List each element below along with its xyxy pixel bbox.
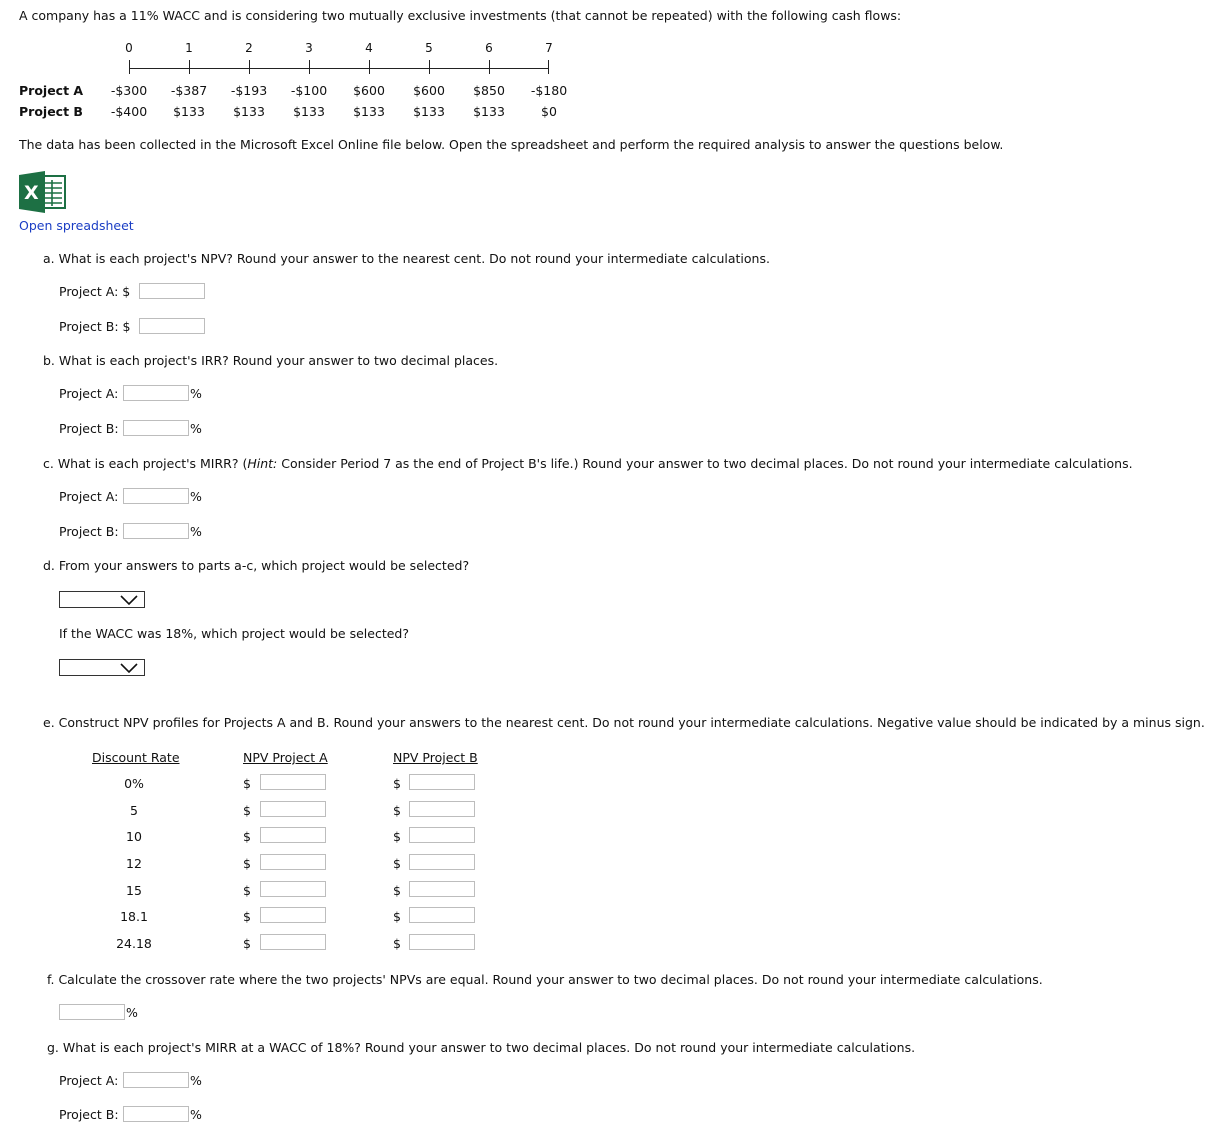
currency-symbol: $: [393, 803, 401, 818]
npv-a-profile-input[interactable]: [260, 881, 326, 897]
period-label: 3: [305, 41, 313, 55]
percent-unit: %: [190, 386, 202, 401]
cash-flow-b: $133: [173, 104, 205, 119]
chevron-down-icon: [120, 595, 138, 605]
cash-flow-a: $600: [353, 83, 385, 98]
open-spreadsheet-link[interactable]: Open spreadsheet: [19, 218, 134, 233]
currency-symbol: $: [393, 856, 401, 871]
timeline-tick: [129, 60, 130, 74]
period-label: 0: [125, 41, 133, 55]
mirr18-b-input[interactable]: [123, 1106, 189, 1122]
percent-unit: %: [190, 524, 202, 539]
crossover-rate-input[interactable]: [59, 1004, 125, 1020]
npv-a-profile-input[interactable]: [260, 801, 326, 817]
currency-symbol: $: [243, 883, 251, 898]
project-select-wacc18-dropdown[interactable]: [59, 659, 145, 676]
cash-flow-a: -$100: [290, 83, 328, 98]
percent-unit: %: [190, 421, 202, 436]
question-a-text: a. What is each project's NPV? Round your answer to the nearest cent. Do not round your intermediate calculations.: [43, 251, 770, 266]
question-c-text: [43, 456, 1133, 471]
project-a-label: Project A: [19, 83, 84, 98]
cash-flow-a: -$180: [530, 83, 568, 98]
timeline-tick: [429, 60, 430, 74]
mirr-b-label: Project B:: [59, 524, 119, 539]
irr-b-label: Project B:: [59, 421, 119, 436]
percent-unit: %: [190, 1073, 202, 1088]
cash-flow-b: $133: [413, 104, 445, 119]
npv-a-profile-input[interactable]: [260, 827, 326, 843]
cash-flow-b: $0: [541, 104, 557, 119]
period-label: 6: [485, 41, 493, 55]
cash-flow-a: $850: [473, 83, 505, 98]
mirr18-a-label: Project A:: [59, 1073, 119, 1088]
irr-a-input[interactable]: [123, 385, 189, 401]
mirr-a-label: Project A:: [59, 489, 119, 504]
currency-symbol: $: [243, 856, 251, 871]
discount-rate-cell: 0%: [124, 776, 144, 791]
npv-b-profile-input[interactable]: [409, 854, 475, 870]
currency-symbol: $: [393, 909, 401, 924]
cash-flow-b: $133: [353, 104, 385, 119]
percent-unit: %: [190, 1107, 202, 1122]
period-label: 5: [425, 41, 433, 55]
currency-symbol: $: [393, 936, 401, 951]
discount-rate-cell: 5: [130, 803, 138, 818]
cash-flow-b: $133: [233, 104, 265, 119]
npv-b-profile-input[interactable]: [409, 881, 475, 897]
period-label: 4: [365, 41, 373, 55]
currency-symbol: $: [243, 829, 251, 844]
currency-symbol: $: [393, 883, 401, 898]
discount-rate-cell: 18.1: [120, 909, 148, 924]
discount-rate-cell: 24.18: [116, 936, 152, 951]
discount-rate-header: Discount Rate: [92, 750, 180, 765]
irr-b-input[interactable]: [123, 420, 189, 436]
npv-b-profile-input[interactable]: [409, 774, 475, 790]
cash-flow-a: -$193: [230, 83, 268, 98]
npv-a-input[interactable]: [139, 283, 205, 299]
svg-text:X: X: [24, 182, 39, 204]
data-note: The data has been collected in the Microsoft Excel Online file below. Open the spreadsheet and perform the required analysis to answer the questions below.: [19, 137, 1004, 152]
timeline-tick: [189, 60, 190, 74]
mirr-b-input[interactable]: [123, 523, 189, 539]
npv-b-header: NPV Project B: [393, 750, 478, 765]
period-label: 2: [245, 41, 253, 55]
period-label: 1: [185, 41, 193, 55]
currency-symbol: $: [243, 803, 251, 818]
npv-b-input[interactable]: [139, 318, 205, 334]
cash-flow-a: $600: [413, 83, 445, 98]
mirr18-b-label: Project B:: [59, 1107, 119, 1122]
npv-b-profile-input[interactable]: [409, 907, 475, 923]
npv-a-profile-input[interactable]: [260, 907, 326, 923]
mirr-a-input[interactable]: [123, 488, 189, 504]
currency-symbol: $: [243, 909, 251, 924]
npv-b-profile-input[interactable]: [409, 801, 475, 817]
cash-flow-a: -$300: [110, 83, 148, 98]
question-e-text: e. Construct NPV profiles for Projects A and B. Round your answers to the nearest cent. Do not round your intermediate calculations. Negative value should be indicated by a minus sign.: [43, 715, 1205, 730]
question-b-text: b. What is each project's IRR? Round your answer to two decimal places.: [43, 353, 499, 368]
timeline-tick: [548, 60, 549, 74]
percent-unit: %: [190, 489, 202, 504]
currency-symbol: $: [393, 776, 401, 791]
npv-a-profile-input[interactable]: [260, 934, 326, 950]
irr-a-label: Project A:: [59, 386, 119, 401]
cash-flow-b: $133: [293, 104, 325, 119]
hint-label: Hint:: [247, 456, 278, 471]
question-c-rest: Consider Period 7 as the end of Project B's life.) Round your answer to two decimal places. Do not round your intermediate calculations.: [277, 456, 1133, 471]
timeline-tick: [309, 60, 310, 74]
timeline-tick: [489, 60, 490, 74]
period-label: 7: [545, 41, 553, 55]
timeline-axis: [129, 68, 549, 69]
cash-flow-a: -$387: [170, 83, 208, 98]
currency-symbol: $: [243, 776, 251, 791]
npv-b-profile-input[interactable]: [409, 827, 475, 843]
cash-flow-b: $133: [473, 104, 505, 119]
currency-symbol: $: [243, 936, 251, 951]
timeline-tick: [249, 60, 250, 74]
question-g-text: g. What is each project's MIRR at a WACC of 18%? Round your answer to two decimal places. Do not round your intermediate calculations.: [47, 1040, 916, 1055]
question-d-text: d. From your answers to parts a-c, which project would be selected?: [43, 558, 470, 573]
currency-symbol: $: [393, 829, 401, 844]
npv-a-profile-input[interactable]: [260, 854, 326, 870]
npv-a-header: NPV Project A: [243, 750, 328, 765]
discount-rate-cell: 10: [126, 829, 142, 844]
question-d-wacc18-text: If the WACC was 18%, which project would be selected?: [59, 626, 409, 641]
question-c-prefix: c. What is each project's MIRR? (: [43, 456, 248, 471]
percent-unit: %: [126, 1005, 138, 1020]
npv-b-profile-input[interactable]: [409, 934, 475, 950]
npv-a-profile-input[interactable]: [260, 774, 326, 790]
question-f-text: f. Calculate the crossover rate where the two projects' NPVs are equal. Round your answer to two decimal places. Do not round your intermediate calculations.: [47, 972, 1043, 987]
discount-rate-cell: 15: [126, 883, 142, 898]
intro-text: A company has a 11% WACC and is considering two mutually exclusive investments (that cannot be repeated) with the following cash flows:: [19, 8, 902, 23]
mirr18-a-input[interactable]: [123, 1072, 189, 1088]
project-b-label: Project B: [19, 104, 83, 119]
cash-flow-b: -$400: [110, 104, 148, 119]
project-select-dropdown[interactable]: [59, 591, 145, 608]
excel-icon[interactable]: [19, 171, 67, 213]
timeline-tick: [369, 60, 370, 74]
npv-b-label: Project B: $: [59, 319, 131, 334]
npv-a-label: Project A: $: [59, 284, 131, 299]
discount-rate-cell: 12: [126, 856, 142, 871]
chevron-down-icon: [120, 663, 138, 673]
